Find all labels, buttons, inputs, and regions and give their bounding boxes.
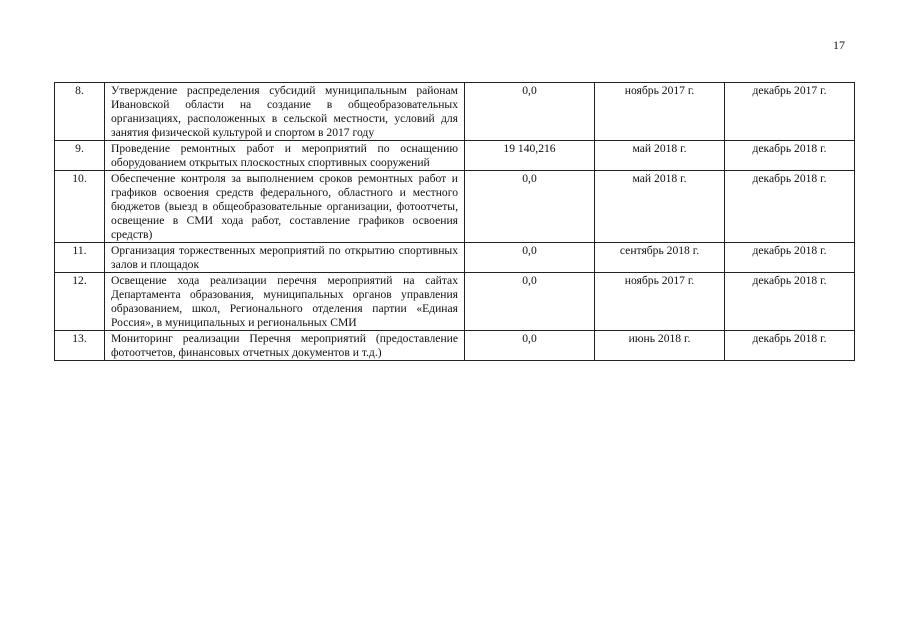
row-number: 12.	[55, 273, 105, 331]
row-start-date: июнь 2018 г.	[595, 331, 725, 361]
table-row	[55, 171, 855, 243]
row-description: Мониторинг реализации Перечня мероприятий (предоставление фотоотчетов, финансовых отчетных документов и т.д.)	[105, 331, 465, 361]
row-number: 10.	[55, 171, 105, 243]
row-start-date: сентябрь 2018 г.	[595, 243, 725, 273]
table-row	[55, 243, 855, 273]
row-end-date: декабрь 2018 г.	[725, 331, 855, 361]
row-amount: 0,0	[465, 171, 595, 243]
table-row	[55, 331, 855, 361]
activities-table	[54, 82, 855, 361]
row-end-date: декабрь 2018 г.	[725, 243, 855, 273]
row-start-date: май 2018 г.	[595, 141, 725, 171]
row-number: 13.	[55, 331, 105, 361]
row-amount: 19 140,216	[465, 141, 595, 171]
table-row	[55, 141, 855, 171]
row-start-date: май 2018 г.	[595, 171, 725, 243]
row-number: 8.	[55, 83, 105, 141]
row-number: 9.	[55, 141, 105, 171]
row-description: Проведение ремонтных работ и мероприятий по оснащению оборудованием открытых плоскостных спортивных сооружений	[105, 141, 465, 171]
row-amount: 0,0	[465, 273, 595, 331]
row-description: Утверждение распределения субсидий муниципальным районам Ивановской области на создание в общеобразовательных организациях, расположенных в сельской местности, условий для занятия физической культурой и спортом в 2017 году	[105, 83, 465, 141]
row-amount: 0,0	[465, 83, 595, 141]
row-end-date: декабрь 2018 г.	[725, 141, 855, 171]
row-start-date: ноябрь 2017 г.	[595, 273, 725, 331]
row-description: Освещение хода реализации перечня мероприятий на сайтах Департамента образования, муниципальных органов управления образованием, школ, Регионального отделения партии «Единая Россия», в муниципальных и региональных СМИ	[105, 273, 465, 331]
row-end-date: декабрь 2018 г.	[725, 171, 855, 243]
table-row	[55, 273, 855, 331]
row-description: Обеспечение контроля за выполнением сроков ремонтных работ и графиков освоения средств федерального, областного и местного бюджетов (выезд в общеобразовательные организации, фотоотчеты, освещение в СМИ хода работ, составление графиков освоения средств)	[105, 171, 465, 243]
row-end-date: декабрь 2017 г.	[725, 83, 855, 141]
page-number: 17	[833, 38, 845, 52]
table-row	[55, 83, 855, 141]
row-start-date: ноябрь 2017 г.	[595, 83, 725, 141]
row-amount: 0,0	[465, 331, 595, 361]
row-number: 11.	[55, 243, 105, 273]
row-amount: 0,0	[465, 243, 595, 273]
row-end-date: декабрь 2018 г.	[725, 273, 855, 331]
row-description: Организация торжественных мероприятий по открытию спортивных залов и площадок	[105, 243, 465, 273]
